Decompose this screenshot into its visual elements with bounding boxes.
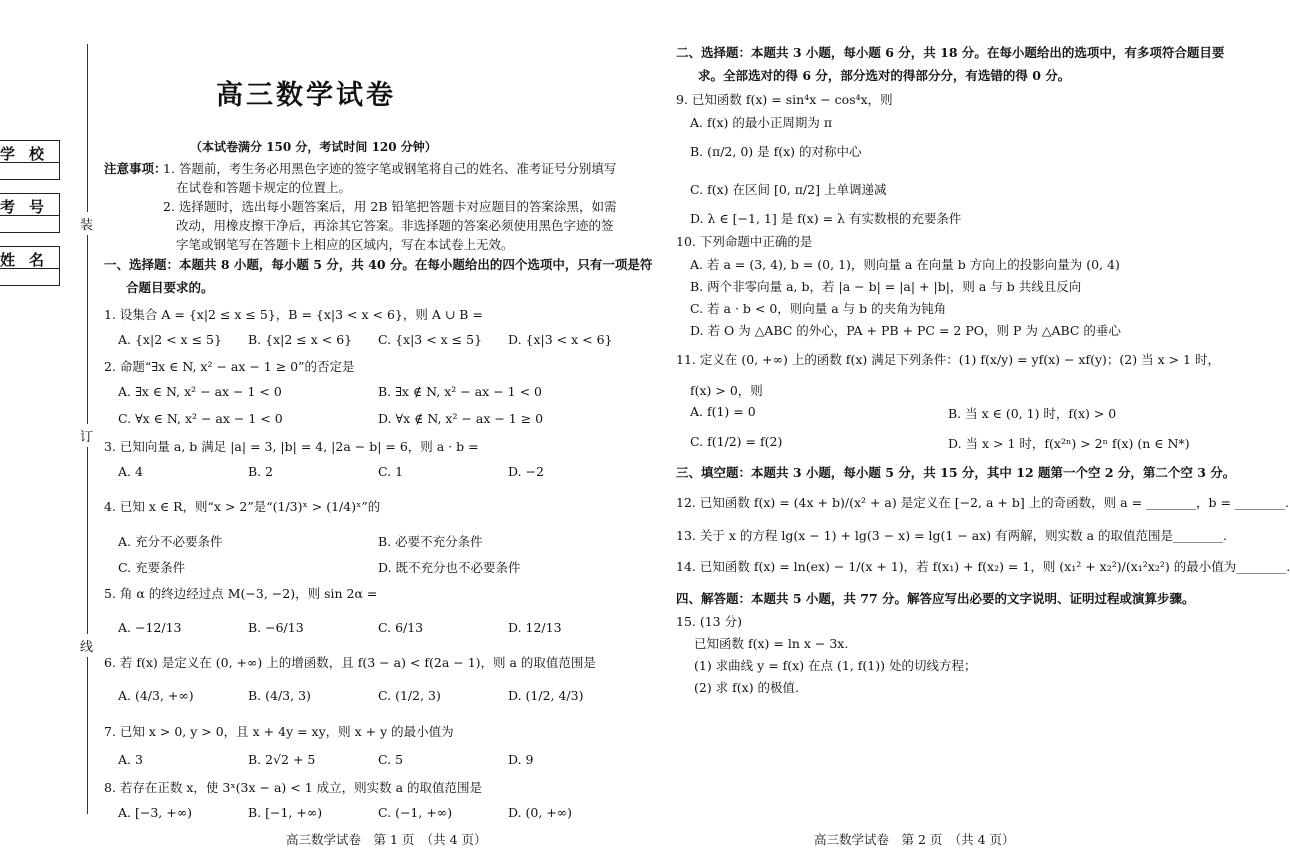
q2-option-b[interactable]: B. ∃x ∉ N, x² − ax − 1 < 0 [378, 384, 542, 399]
q11-option-d[interactable]: D. 当 x > 1 时，f(x²ⁿ) > 2ⁿ f(x) (n ∈ N*) [948, 436, 1190, 451]
question-14: 14. 已知函数 f(x) = ln(ex) − 1/(x + 1)，若 f(x₁) + f(x₂) = 1，则 (x₁² + x₂²)/(x₁²x₂²) 的最小值为________. [676, 559, 1290, 574]
exam-number-field[interactable] [0, 193, 60, 233]
school-underline [0, 162, 59, 163]
question-5-stem: 5. 角 α 的终边经过点 M(−3, −2)，则 sin 2α = [104, 586, 378, 601]
question-12: 12. 已知函数 f(x) = (4x + b)/(x² + a) 是定义在 [−2, a + b] 上的奇函数，则 a = ________，b = ________. [676, 495, 1289, 510]
q5-option-a[interactable]: A. −12/13 [118, 620, 182, 635]
binding-mark-zhuang: 装 [80, 212, 93, 235]
binding-mark-xian: 线 [80, 634, 93, 657]
question-2-stem: 2. 命题“∃x ∈ N, x² − ax − 1 ≥ 0”的否定是 [104, 359, 355, 374]
q9-option-c[interactable]: C. f(x) 在区间 [0, π/2] 上单调递减 [690, 182, 887, 197]
q8-option-c[interactable]: C. (−1, +∞) [378, 805, 453, 820]
notes-line: 在试卷和答题卡规定的位置上。 [176, 180, 352, 195]
q8-option-a[interactable]: A. [−3, +∞) [118, 805, 192, 820]
q4-option-d[interactable]: D. 既不充分也不必要条件 [378, 560, 521, 575]
school-label: 学校 [0, 145, 59, 163]
q4-option-b[interactable]: B. 必要不充分条件 [378, 534, 483, 549]
question-9-stem: 9. 已知函数 f(x) = sin⁴x − cos⁴x，则 [676, 92, 893, 107]
notes-line: 字笔或钢笔写在答题卡上相应的区域内，写在本试卷上无效。 [176, 237, 514, 252]
q8-option-d[interactable]: D. (0, +∞) [508, 805, 573, 820]
q7-option-b[interactable]: B. 2√2 + 5 [248, 752, 316, 767]
question-15-part-1: (1) 求曲线 y = f(x) 在点 (1, f(1)) 处的切线方程； [694, 658, 977, 673]
q4-option-c[interactable]: C. 充要条件 [118, 560, 186, 575]
question-6-stem: 6. 若 f(x) 是定义在 (0, +∞) 上的增函数，且 f(3 − a) < f(2a − 1)，则 a 的取值范围是 [104, 655, 596, 670]
q1-option-c[interactable]: C. {x|3 < x ≤ 5} [378, 332, 483, 347]
q1-option-d[interactable]: D. {x|3 < x < 6} [508, 332, 613, 347]
q7-option-d[interactable]: D. 9 [508, 752, 534, 767]
q9-option-d[interactable]: D. λ ∈ [−1, 1] 是 f(x) = λ 有实数根的充要条件 [690, 211, 962, 226]
q3-option-c[interactable]: C. 1 [378, 464, 404, 479]
section1-heading: 一、选择题：本题共 8 小题，每小题 5 分，共 40 分。在每小题给出的四个选项中，只有一项是符 [104, 257, 653, 272]
footer-right: 高三数学试卷 第 2 页 （共 4 页） [814, 832, 1015, 847]
q10-option-d[interactable]: D. 若 O 为 △ABC 的外心，PA + PB + PC = 2 PO，则 P 为 △ABC 的垂心 [690, 323, 1121, 338]
page-title: 高三数学试卷 [216, 80, 396, 111]
question-4-stem: 4. 已知 x ∈ R，则“x > 2”是“(1/3)ˣ > (1/4)ˣ”的 [104, 499, 381, 514]
notes-line: 改动，用橡皮擦干净后，再涂其它答案。非选择题的答案必须使用黑色字迹的签 [176, 218, 614, 233]
q2-option-a[interactable]: A. ∃x ∈ N, x² − ax − 1 < 0 [118, 384, 282, 399]
question-15-given: 已知函数 f(x) = ln x − 3x. [694, 636, 849, 651]
section3-heading: 三、填空题：本题共 3 小题，每小题 5 分，共 15 分，其中 12 题第一个空 2 分，第二个空 3 分。 [676, 465, 1236, 480]
question-11-stem: 11. 定义在 (0, +∞) 上的函数 f(x) 满足下列条件：(1) f(x/y) = yf(x) − xf(y)；(2) 当 x > 1 时， [676, 352, 1220, 367]
subtitle: （本试卷满分 150 分，考试时间 120 分钟） [190, 140, 437, 154]
q10-option-b[interactable]: B. 两个非零向量 a, b，若 |a − b| = |a| + |b|，则 a 与 b 共线且反向 [690, 279, 1082, 294]
q6-option-d[interactable]: D. (1/2, 4/3) [508, 688, 584, 703]
school-field[interactable] [0, 140, 60, 180]
q11-option-b[interactable]: B. 当 x ∈ (0, 1) 时，f(x) > 0 [948, 406, 1117, 421]
q7-option-a[interactable]: A. 3 [118, 752, 143, 767]
exam-number-underline [0, 215, 59, 216]
q5-option-c[interactable]: C. 6/13 [378, 620, 424, 635]
q9-option-a[interactable]: A. f(x) 的最小正周期为 π [690, 115, 833, 130]
notes-line: 1. 答题前，考生务必用黑色字迹的签字笔或钢笔将自己的姓名、准考证号分别填写 [163, 161, 617, 176]
q10-option-a[interactable]: A. 若 a = (3, 4), b = (0, 1)，则向量 a 在向量 b 方向上的投影向量为 (0, 4) [690, 257, 1120, 272]
question-11-stem-cont: f(x) > 0，则 [690, 383, 763, 398]
q2-option-c[interactable]: C. ∀x ∈ N, x² − ax − 1 < 0 [118, 411, 283, 426]
question-10-stem: 10. 下列命题中正确的是 [676, 234, 813, 249]
name-field[interactable] [0, 246, 60, 286]
q6-option-c[interactable]: C. (1/2, 3) [378, 688, 441, 703]
notes-line: 2. 选择题时，选出每小题答案后，用 2B 铅笔把答题卡对应题目的答案涂黑，如需 [163, 199, 617, 214]
question-15-label: 15. (13 分) [676, 614, 742, 629]
question-13: 13. 关于 x 的方程 lg(x − 1) + lg(3 − x) = lg(1 − ax) 有两解，则实数 a 的取值范围是________. [676, 528, 1227, 543]
binding-mark-ding: 订 [80, 424, 93, 447]
section2-heading-cont: 求。全部选对的得 6 分，部分选对的得部分分，有选错的得 0 分。 [698, 68, 1071, 83]
q11-option-a[interactable]: A. f(1) = 0 [690, 404, 756, 419]
q2-option-d[interactable]: D. ∀x ∉ N, x² − ax − 1 ≥ 0 [378, 411, 544, 426]
q11-option-c[interactable]: C. f(1/2) = f(2) [690, 434, 783, 449]
q3-option-b[interactable]: B. 2 [248, 464, 274, 479]
q5-option-d[interactable]: D. 12/13 [508, 620, 562, 635]
name-label: 姓名 [0, 251, 59, 269]
name-underline [0, 268, 59, 269]
section1-heading-cont: 合题目要求的。 [126, 280, 214, 295]
q6-option-b[interactable]: B. (4/3, 3) [248, 688, 311, 703]
exam-number-label: 考号 [0, 198, 59, 216]
q10-option-c[interactable]: C. 若 a · b < 0，则向量 a 与 b 的夹角为钝角 [690, 301, 947, 316]
section2-heading: 二、选择题：本题共 3 小题，每小题 6 分，共 18 分。在每小题给出的选项中，有多项符合题目要 [676, 45, 1225, 60]
q1-option-b[interactable]: B. {x|2 ≤ x < 6} [248, 332, 353, 347]
q4-option-a[interactable]: A. 充分不必要条件 [118, 534, 223, 549]
q3-option-d[interactable]: D. −2 [508, 464, 544, 479]
question-1-stem: 1. 设集合 A = {x|2 ≤ x ≤ 5}，B = {x|3 < x < 6}，则 A ∪ B = [104, 307, 483, 322]
notes-heading: 注意事项： [104, 161, 167, 176]
q7-option-c[interactable]: C. 5 [378, 752, 404, 767]
q8-option-b[interactable]: B. [−1, +∞) [248, 805, 323, 820]
footer-left: 高三数学试卷 第 1 页 （共 4 页） [286, 832, 487, 847]
q5-option-b[interactable]: B. −6/13 [248, 620, 304, 635]
question-8-stem: 8. 若存在正数 x，使 3ˣ(3x − a) < 1 成立，则实数 a 的取值范围是 [104, 780, 483, 795]
q9-option-b[interactable]: B. (π/2, 0) 是 f(x) 的对称中心 [690, 144, 862, 159]
q6-option-a[interactable]: A. (4/3, +∞) [118, 688, 194, 703]
question-15-part-2: (2) 求 f(x) 的极值. [694, 680, 800, 695]
question-3-stem: 3. 已知向量 a, b 满足 |a| = 3, |b| = 4, |2a − b| = 6，则 a · b = [104, 439, 479, 454]
q1-option-a[interactable]: A. {x|2 < x ≤ 5} [118, 332, 222, 347]
section4-heading: 四、解答题：本题共 5 小题，共 77 分。解答应写出必要的文字说明、证明过程或演算步骤。 [676, 591, 1195, 606]
q3-option-a[interactable]: A. 4 [118, 464, 143, 479]
question-7-stem: 7. 已知 x > 0, y > 0，且 x + 4y = xy，则 x + y 的最小值为 [104, 724, 454, 739]
